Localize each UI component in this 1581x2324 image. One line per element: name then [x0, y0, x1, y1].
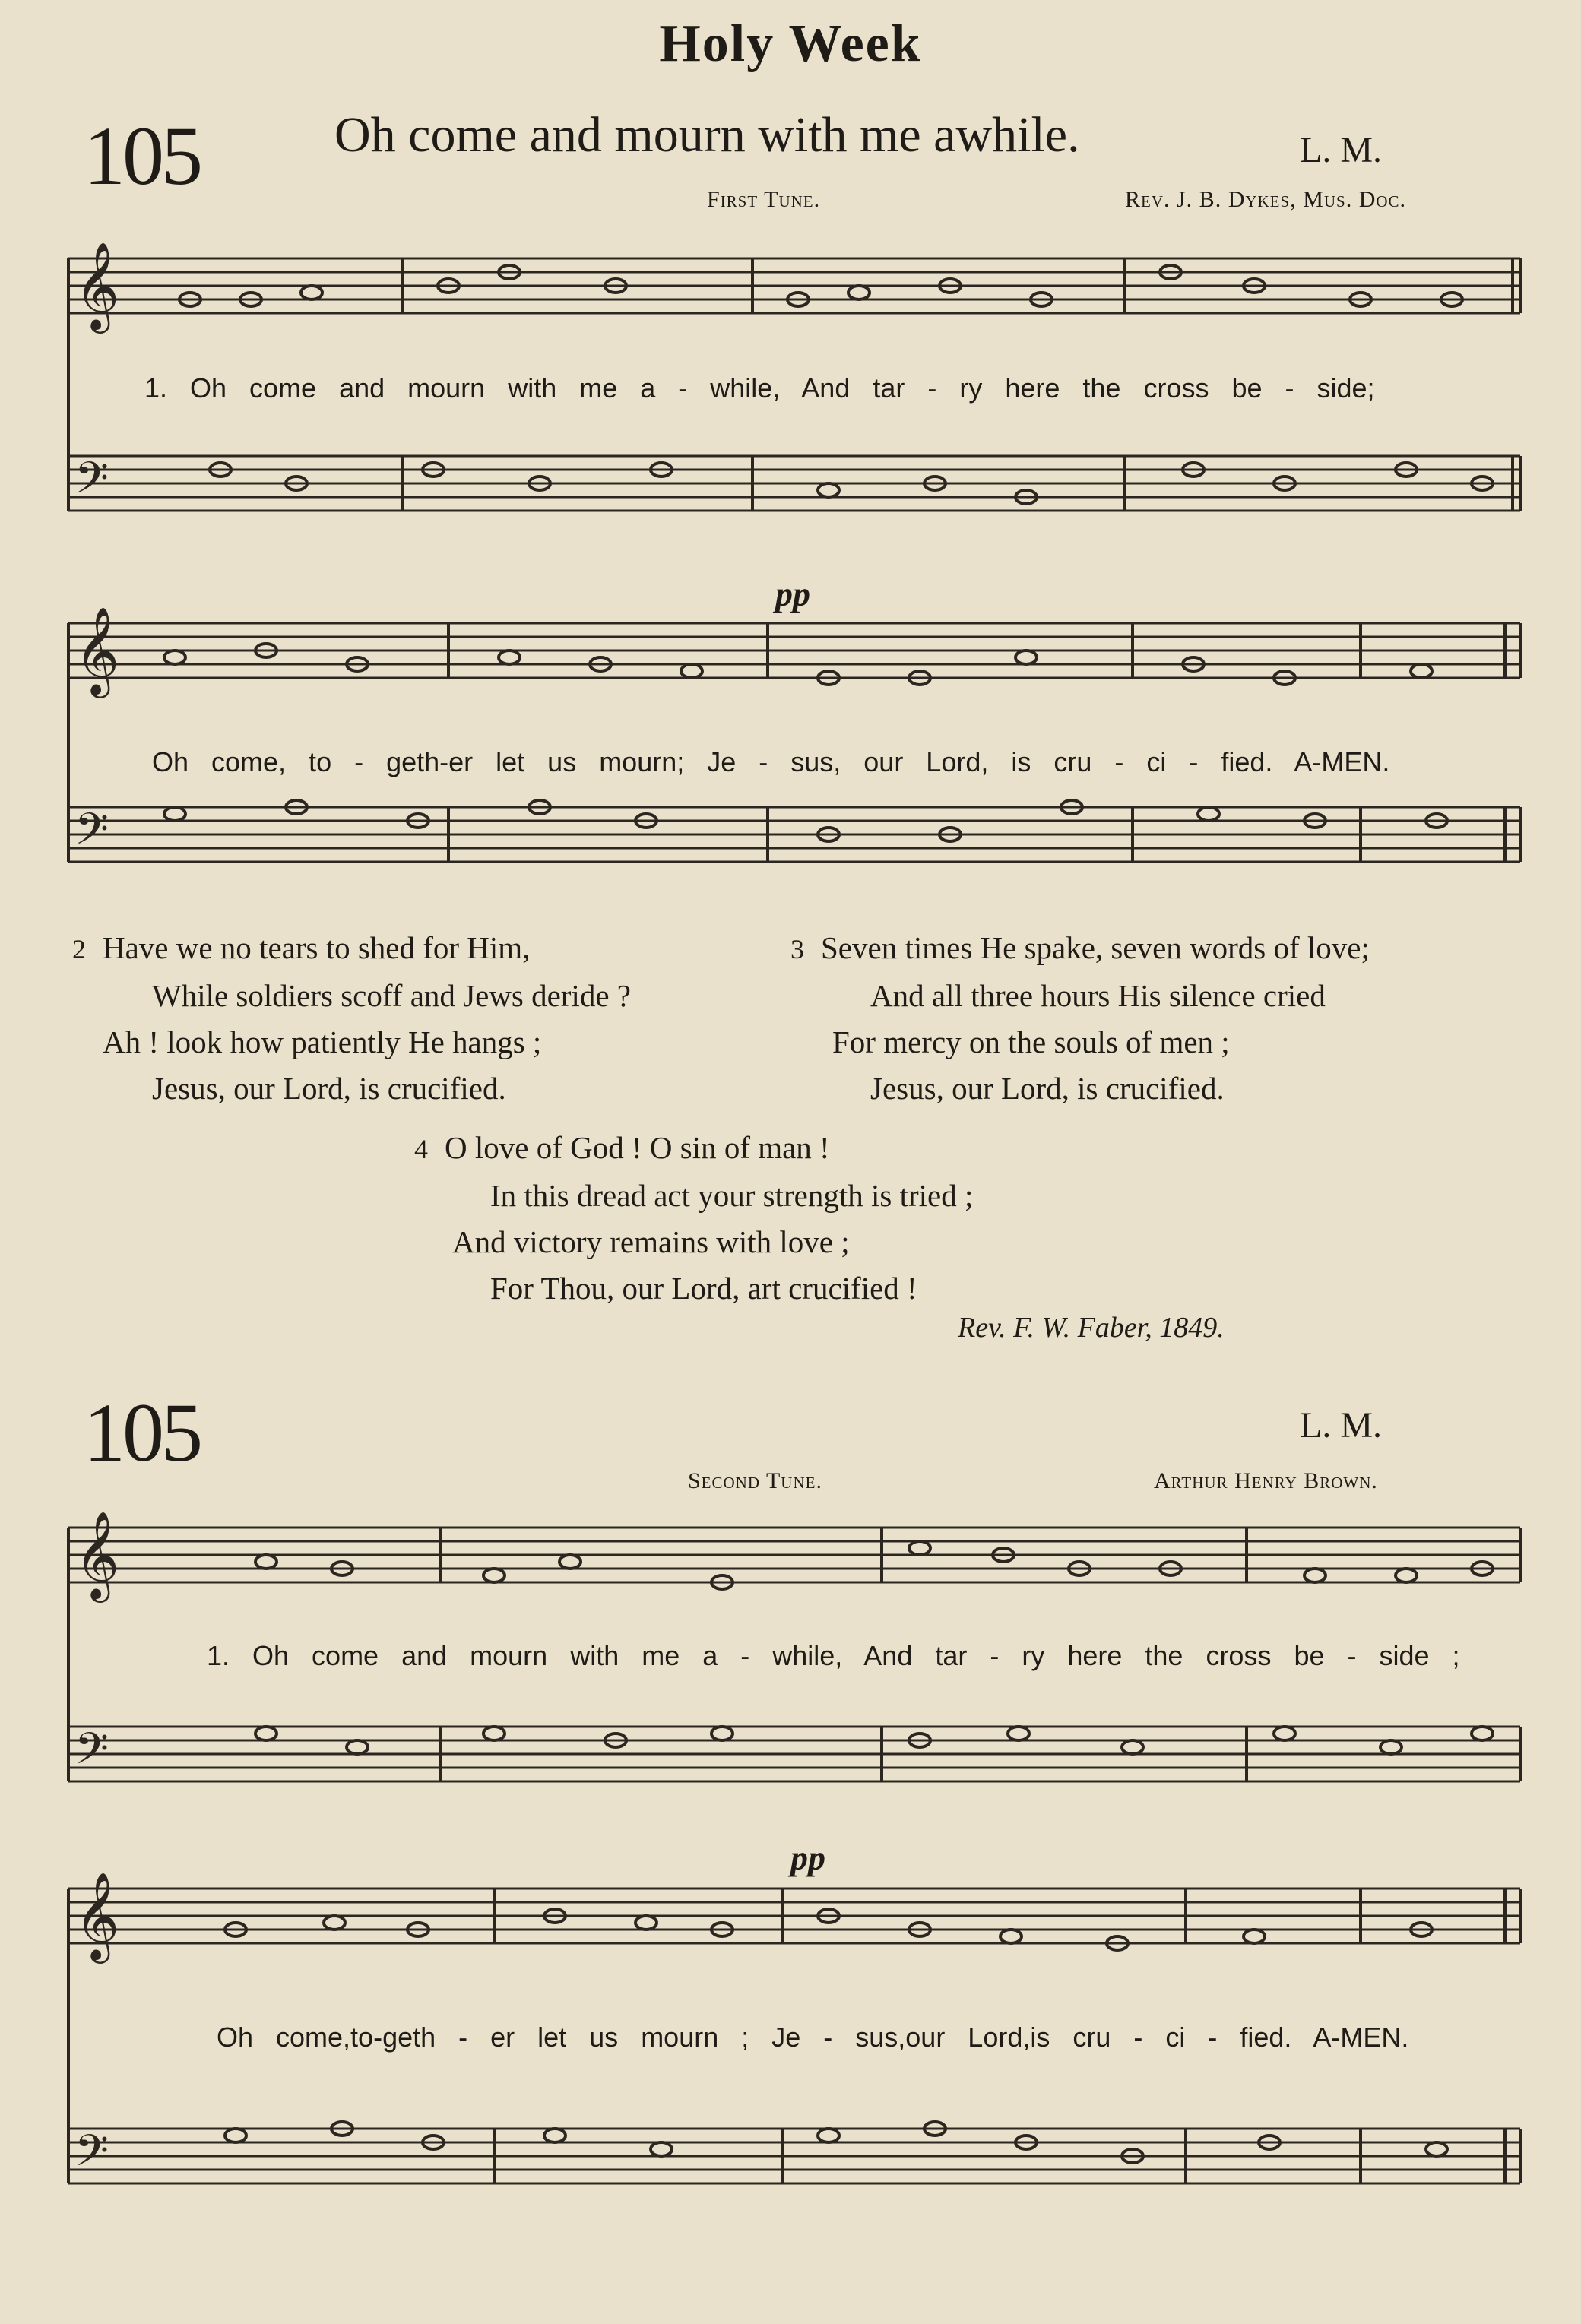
treble-clef-icon: 𝄞: [74, 1871, 120, 1960]
verse-line: And victory remains with love ;: [452, 1224, 850, 1259]
bass-clef-icon: 𝄢: [74, 1723, 109, 1785]
tune-label: First Tune.: [707, 187, 821, 212]
bass-staff: [68, 2129, 1520, 2183]
lyrics-line-4: Oh come,to-geth - er let us mourn ; Je - sus,our Lord,is cru - ci - fied. A-MEN.: [217, 2022, 1409, 2053]
notes: [164, 644, 1447, 841]
dynamic-marking: pp: [775, 575, 810, 613]
running-head: Holy Week: [659, 14, 922, 73]
verse-line: While soldiers scoff and Jews deride ?: [152, 978, 631, 1013]
treble-staff: [68, 623, 1520, 678]
hymn-number: 105: [84, 109, 200, 202]
verse-number: 2: [72, 934, 86, 964]
lyrics-line-1: 1. Oh come and mourn with me a - while, And tar - ry here the cross be - side;: [144, 372, 1375, 404]
composer: Rev. J. B. Dykes, Mus. Doc.: [1125, 187, 1407, 212]
treble-clef-icon: 𝄞: [74, 241, 120, 330]
bass-clef-icon: 𝄢: [74, 452, 109, 515]
hymn-number: 105: [84, 1386, 200, 1479]
verse-2: [72, 925, 631, 1112]
lyrics-line-3: 1. Oh come and mourn with me a - while, And tar - ry here the cross be - side ;: [207, 1640, 1460, 1671]
hymn-meter: L. M.: [1300, 130, 1382, 170]
verse-line: Jesus, our Lord, is crucified.: [152, 1071, 506, 1106]
verse-line: Ah ! look how patiently He hangs ;: [103, 1024, 542, 1059]
treble-staff: [68, 1528, 1520, 1582]
verse-line: O love of God ! O sin of man !: [445, 1130, 830, 1165]
bass-staff: [68, 1727, 1520, 1781]
hymn-author: Rev. F. W. Faber, 1849.: [958, 1312, 1225, 1344]
treble-staff: [68, 1889, 1520, 1943]
verse-line: Have we no tears to shed for Him,: [103, 930, 531, 965]
bass-staff: [68, 807, 1520, 862]
barlines: [68, 623, 1520, 862]
verse-line: And all three hours His silence cried: [870, 978, 1326, 1013]
composer: Arthur Henry Brown.: [1154, 1468, 1378, 1493]
verse-number: 4: [414, 1134, 428, 1164]
verse-3: [790, 925, 1370, 1112]
verse-line: Jesus, our Lord, is crucified.: [870, 1071, 1225, 1106]
treble-clef-icon: 𝄞: [74, 1510, 120, 1599]
verse-line: For mercy on the souls of men ;: [832, 1024, 1230, 1059]
bass-clef-icon: 𝄢: [74, 2125, 109, 2187]
dynamic-marking: pp: [790, 1838, 825, 1877]
tune-label: Second Tune.: [688, 1468, 822, 1493]
verse-line: Seven times He spake, seven words of love;: [821, 930, 1370, 965]
verse-line: In this dread act your strength is tried ;: [490, 1178, 974, 1213]
verse-4: [414, 1125, 973, 1312]
verse-line: For Thou, our Lord, art crucified !: [490, 1271, 917, 1306]
treble-clef-icon: 𝄞: [74, 606, 120, 695]
lyrics-line-2: Oh come, to - geth-er let us mourn; Je - sus, our Lord, is cru - ci - fied. A-MEN.: [152, 746, 1390, 777]
verse-number: 3: [790, 934, 804, 964]
hymn-title: Oh come and mourn with me awhile.: [334, 107, 1080, 163]
bass-clef-icon: 𝄢: [74, 803, 109, 866]
hymn-meter: L. M.: [1300, 1405, 1382, 1445]
